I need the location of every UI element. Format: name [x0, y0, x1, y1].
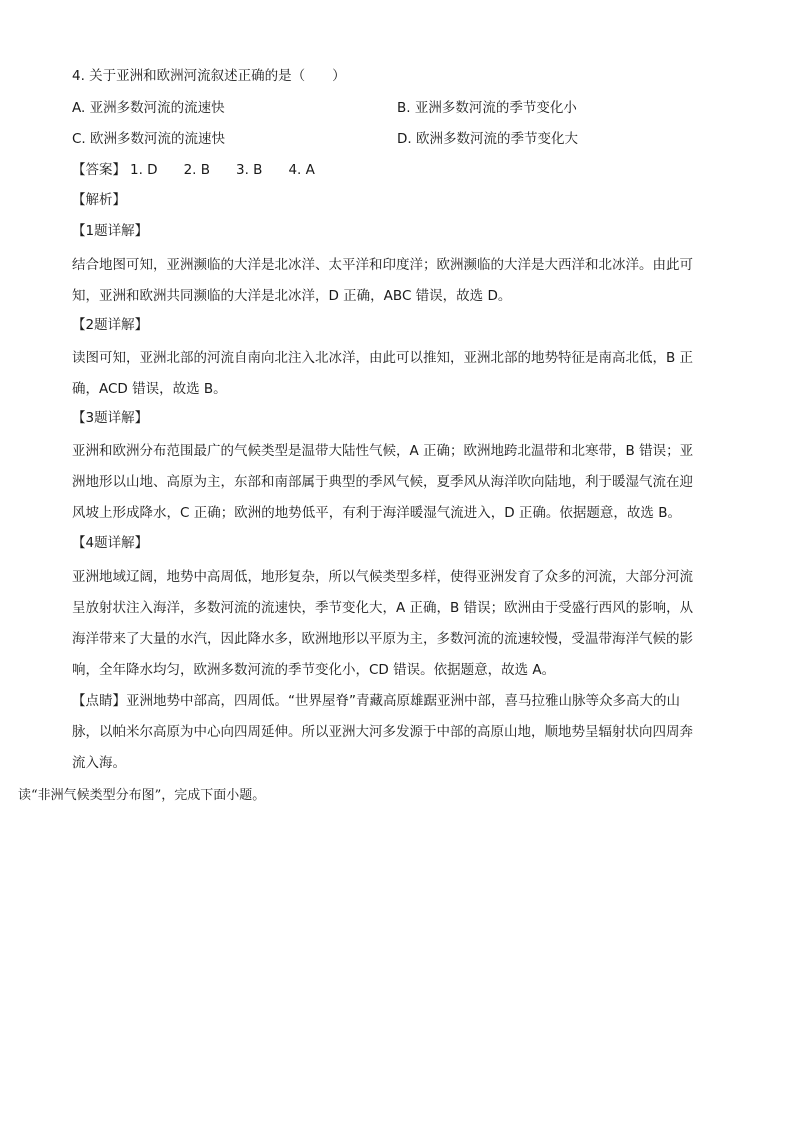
detail-4-body	[72, 562, 722, 686]
options-row-2	[72, 129, 722, 149]
detail-2-body	[72, 343, 722, 405]
detail-3-line: 亚洲和欧洲分布范围最广的气候类型是温带大陆性气候，A 正确；欧洲地跨北温带和北寒带，B 错误；亚	[72, 443, 694, 459]
question-stem: 4. 关于亚洲和欧洲河流叙述正确的是（ ）	[72, 68, 346, 84]
answer-item: 3. B	[236, 162, 263, 178]
detail-2-line: 读图可知，亚洲北部的河流自南向北注入北冰洋，由此可以推知，亚洲北部的地势特征是南高北低，B 正	[72, 350, 694, 366]
answer-item: 1. D	[130, 162, 158, 178]
answer-item: 4. A	[288, 162, 315, 178]
detail-4-line: 亚洲地域辽阔，地势中高周低，地形复杂，所以气候类型多样，使得亚洲发育了众多的河流，大部分河流	[72, 569, 693, 585]
tip-label: 【点睛】	[72, 693, 126, 709]
answer-label: 【答案】	[72, 162, 126, 178]
option-c: C. 欧洲多数河流的流速快	[72, 131, 226, 147]
detail-4-line: 响，全年降水均匀，欧洲多数河流的季节变化小，CD 错误。依据题意，故选 A。	[72, 662, 556, 678]
tip-line: 脉，以帕米尔高原为中心向四周延伸。所以亚洲大河多发源于中部的高原山地，顺地势呈辐射状向四周奔	[72, 724, 693, 740]
detail-3-body	[72, 436, 722, 529]
detail-1-line: 知，亚洲和欧洲共同濒临的大洋是北冰洋，D 正确，ABC 错误，故选 D。	[72, 288, 512, 304]
answer-item: 2. B	[183, 162, 211, 178]
detail-3-title: 【3题详解】	[72, 410, 149, 426]
detail-1-line: 结合地图可知，亚洲濒临的大洋是北冰洋、太平洋和印度洋；欧洲濒临的大洋是大西洋和北冰洋。由此可	[72, 257, 693, 273]
options-row-1	[72, 98, 722, 118]
option-b: B. 亚洲多数河流的季节变化小	[397, 100, 577, 116]
tip-text: 亚洲地势中部高，四周低。“世界屋脊”青藏高原雄踞亚洲中部，喜马拉雅山脉等众多高大的山	[126, 693, 680, 709]
detail-1-title: 【1题详解】	[72, 223, 149, 239]
detail-2-line: 确，ACD 错误，故选 B。	[72, 381, 227, 397]
tip-body	[72, 686, 722, 779]
analysis-label: 【解析】	[72, 192, 126, 208]
detail-4-line: 呈放射状注入海洋，多数河流的流速快，季节变化大，A 正确，B 错误；欧洲由于受盛行西风的影响，从	[72, 600, 694, 616]
detail-2-title: 【2题详解】	[72, 317, 149, 333]
detail-3-line: 风坡上形成降水，C 正确；欧洲的地势低平，有利于海洋暖湿气流进入，D 正确。依据题意，故选 B。	[72, 505, 681, 521]
next-question-prompt: 读“非洲气候类型分布图”，完成下面小题。	[18, 788, 266, 803]
detail-4-title: 【4题详解】	[72, 535, 149, 551]
option-a: A. 亚洲多数河流的流速快	[72, 100, 225, 116]
answer-line	[72, 160, 337, 180]
detail-3-line: 洲地形以山地、高原为主，东部和南部属于典型的季风气候，夏季风从海洋吹向陆地，利于暖湿气流在迎	[72, 474, 693, 490]
option-d: D. 欧洲多数河流的季节变化大	[397, 131, 578, 147]
detail-4-line: 海洋带来了大量的水汽，因此降水多，欧洲地形以平原为主，多数河流的流速较慢，受温带海洋气候的影	[72, 631, 693, 647]
detail-1-body	[72, 250, 722, 312]
tip-line-1	[72, 686, 722, 717]
tip-line: 流入海。	[72, 755, 126, 771]
